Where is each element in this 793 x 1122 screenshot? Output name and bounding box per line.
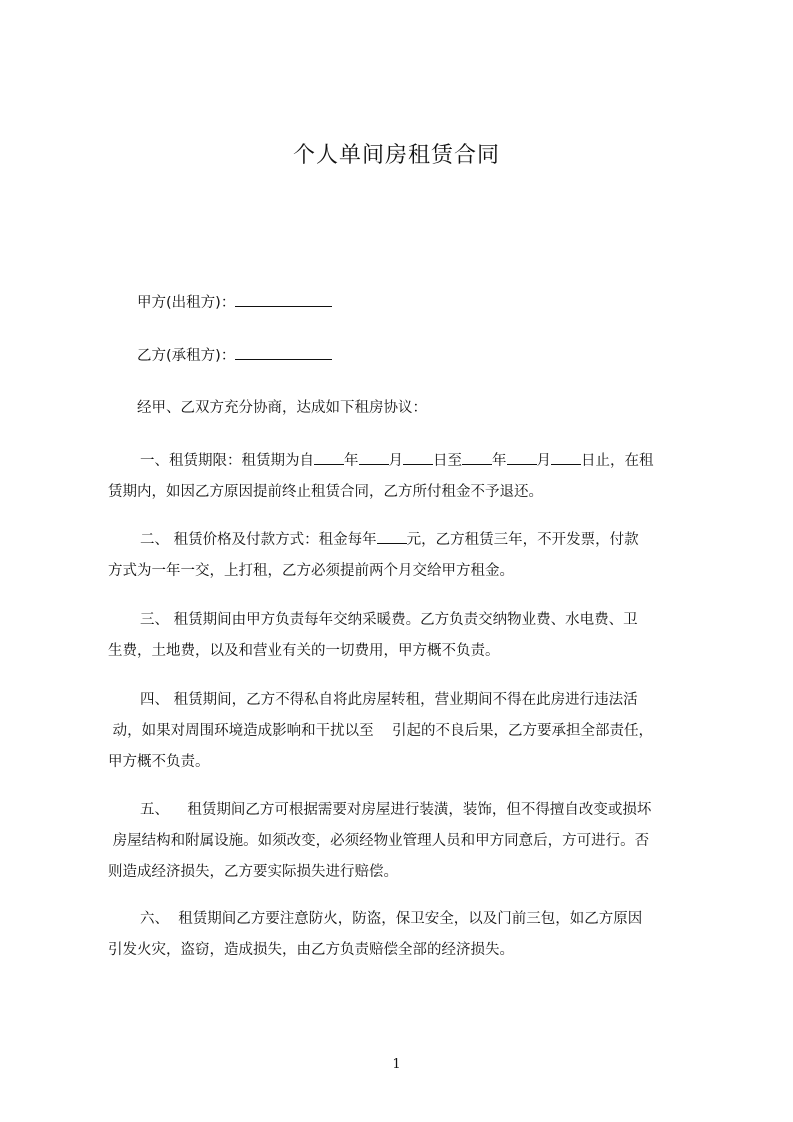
start-day-blank bbox=[403, 450, 433, 465]
clause-4-line-1: 四、 租赁期间，乙方不得私自将此房屋转租，营业期间不得在此房进行违法活 bbox=[140, 692, 638, 708]
clause-1-text-e: 年 bbox=[492, 453, 507, 469]
clause-5-line-1: 五、 租赁期间乙方可根据需要对房屋进行装潢，装饰，但不得擅自改变或损坏 bbox=[140, 802, 652, 818]
clause-3-line-2: 生费，土地费，以及和营业有关的一切费用，甲方概不负责。 bbox=[108, 643, 500, 659]
clause-4-line-3: 甲方概不负责。 bbox=[108, 754, 210, 770]
clause-1-text-a: 一、租赁期限：租赁期为自 bbox=[140, 453, 314, 469]
clause-1-text-f: 月 bbox=[536, 453, 551, 469]
clause-5 bbox=[108, 795, 708, 888]
clause-1-line-1 bbox=[108, 446, 708, 477]
intro-text: 经甲、乙双方充分协商，达成如下租房协议： bbox=[137, 400, 427, 416]
party-b-line bbox=[137, 345, 332, 366]
document-title: 个人单间房租赁合同 bbox=[292, 143, 500, 168]
clause-1-text-d: 日至 bbox=[433, 453, 462, 469]
party-a-blank bbox=[235, 292, 332, 307]
clause-1-text-b: 年 bbox=[344, 453, 359, 469]
party-b-blank bbox=[235, 345, 332, 360]
start-month-blank bbox=[359, 450, 389, 465]
clause-2-line-1 bbox=[108, 525, 708, 556]
clause-2 bbox=[108, 525, 708, 587]
start-year-blank bbox=[314, 450, 344, 465]
end-day-blank bbox=[551, 450, 581, 465]
clause-5-line-2: 房屋结构和附属设施。如须改变，必须经物业管理人员和甲方同意后，方可进行。否 bbox=[108, 833, 650, 849]
clause-4-line-2: 动，如果对周围环境造成影响和干扰以至 引起的不良后果，乙方要承担全部责任， bbox=[108, 723, 654, 739]
party-a-label: 甲方(出租方)： bbox=[137, 295, 236, 311]
clause-2-text-a: 二、 租赁价格及付款方式：租金每年 bbox=[140, 532, 377, 548]
clause-2-line-2: 方式为一年一交，上打租，乙方必须提前两个月交给甲方租金。 bbox=[108, 563, 514, 579]
clause-6-line-1: 六、 租赁期间乙方要注意防火，防盗，保卫安全，以及门前三包，如乙方原因 bbox=[140, 911, 643, 927]
clause-4 bbox=[108, 685, 708, 778]
annual-rent-blank bbox=[377, 529, 407, 544]
clause-6-line-2: 引发火灾，盗窃，造成损失，由乙方负责赔偿全部的经济损失。 bbox=[108, 942, 514, 958]
party-b-label: 乙方(承租方)： bbox=[137, 348, 236, 364]
end-year-blank bbox=[462, 450, 492, 465]
clause-1-text-g: 日止，在租 bbox=[581, 453, 654, 469]
clause-5-line-3: 则造成经济损失，乙方要实际损失进行赔偿。 bbox=[108, 864, 398, 880]
clause-2-text-b: 元，乙方租赁三年，不开发票，付款 bbox=[406, 532, 639, 548]
clause-3 bbox=[108, 605, 708, 667]
clause-1 bbox=[108, 446, 708, 508]
clause-1-line-2: 赁期内，如因乙方原因提前终止租赁合同，乙方所付租金不予退还。 bbox=[108, 484, 543, 500]
end-month-blank bbox=[507, 450, 537, 465]
clause-1-text-c: 月 bbox=[388, 453, 403, 469]
clause-3-line-1: 三、 租赁期间由甲方负责每年交纳采暖费。乙方负责交纳物业费、水电费、卫 bbox=[140, 612, 638, 628]
party-a-line bbox=[137, 292, 332, 313]
clause-6 bbox=[108, 904, 708, 966]
page-number: 1 bbox=[392, 1057, 401, 1072]
